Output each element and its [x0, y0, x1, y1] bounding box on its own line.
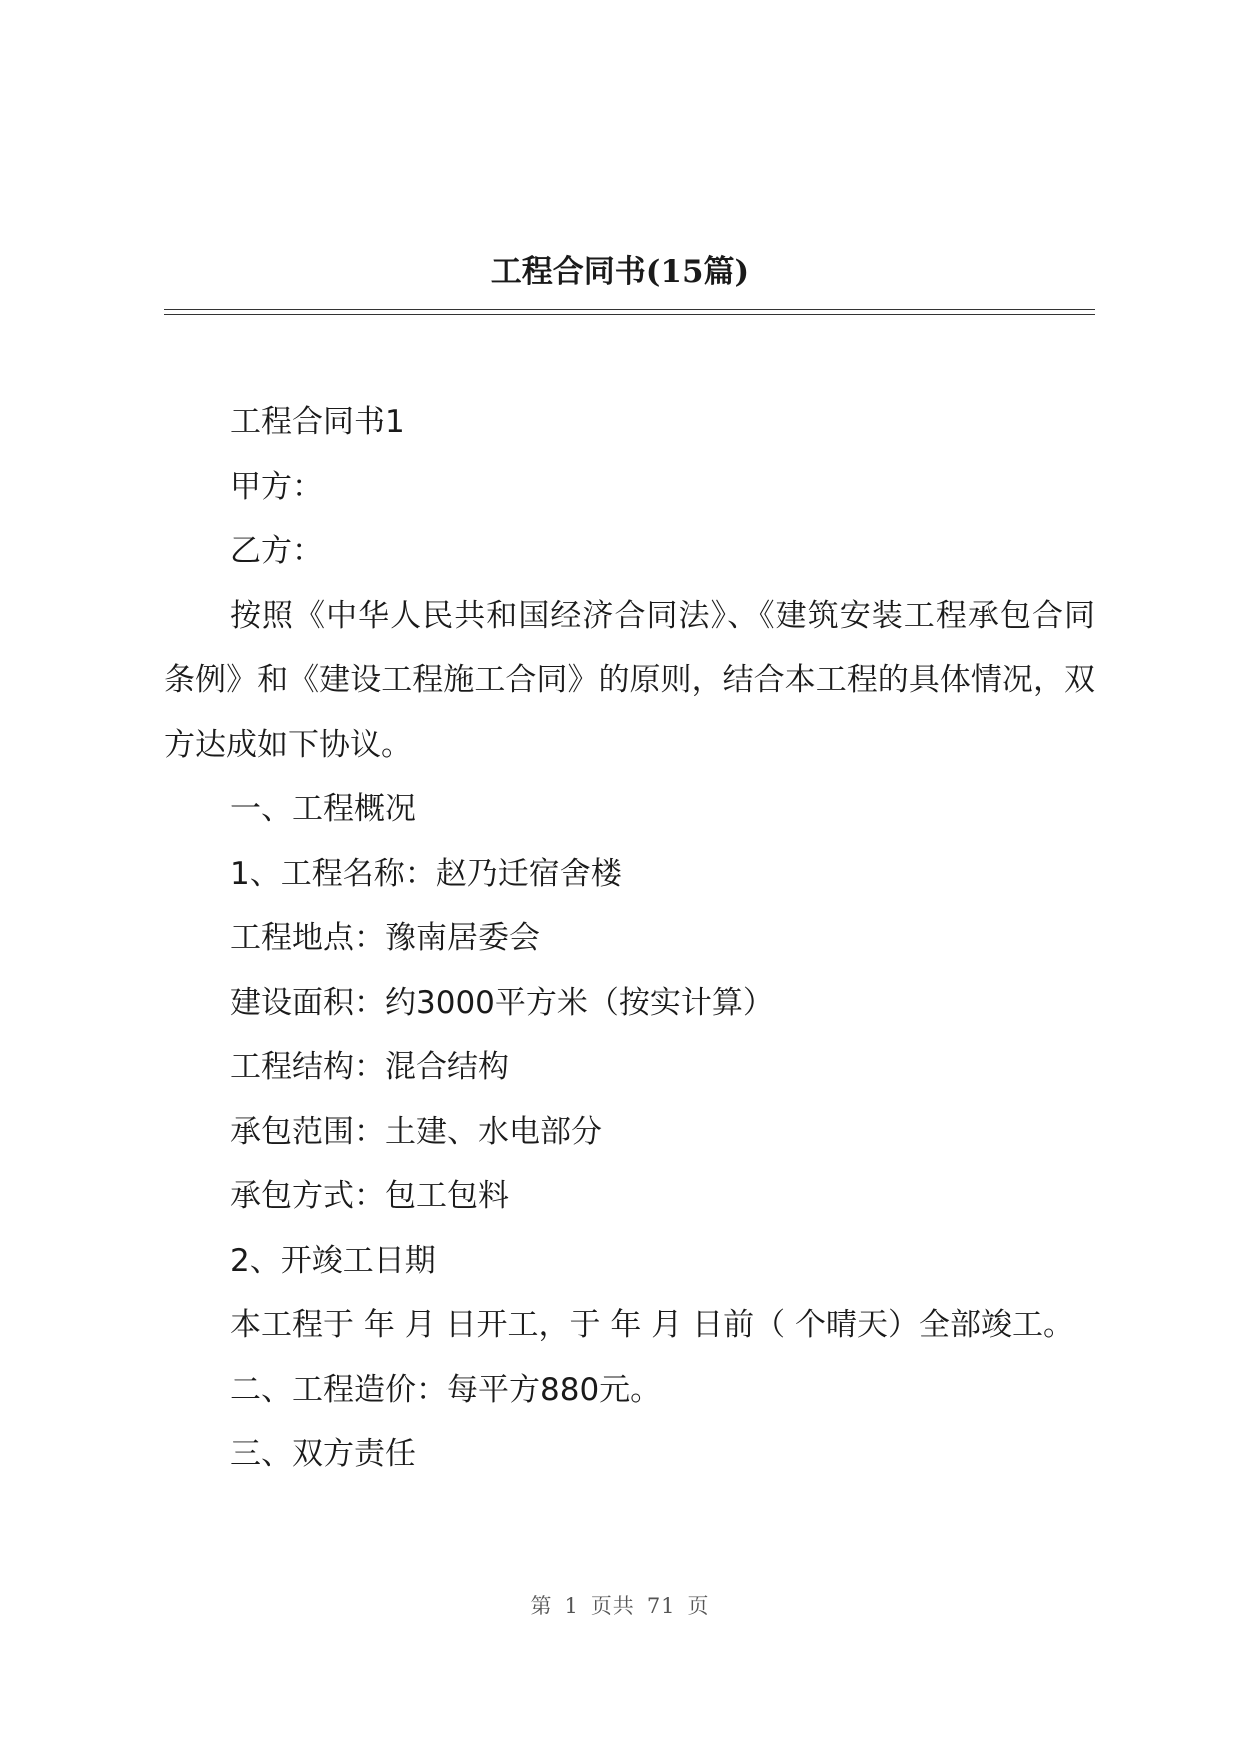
clause-heading: 一、工程概况	[230, 791, 416, 827]
title-divider-top	[164, 309, 1095, 310]
footer-suffix: 页	[687, 1594, 710, 1618]
current-page-number: 1	[564, 1594, 579, 1618]
total-pages-number: 71	[646, 1594, 676, 1618]
footer-middle: 页共	[590, 1594, 635, 1618]
clause-item: 承包范围：土建、水电部分	[230, 1113, 602, 1150]
document-body	[164, 390, 1095, 1487]
preamble-paragraph: 按照《中华人民共和国经济合同法》、《建筑安装工程承包合同条例》和《建设工程施工合同》的原则，结合本工程的具体情况，双方达成如下协议。	[164, 597, 1095, 763]
clause-heading: 二、工程造价：每平方880元。	[230, 1371, 662, 1408]
clause-item: 建设面积：约3000平方米（按实计算）	[230, 984, 774, 1021]
clause-item: 承包方式：包工包料	[230, 1178, 509, 1214]
clause-item: 1、工程名称：赵乃迁宿舍楼	[230, 855, 622, 892]
party-a-line: 甲方：	[230, 468, 323, 505]
title-divider-bottom	[164, 314, 1095, 315]
section-heading: 工程合同书1	[230, 404, 405, 440]
clause-item: 工程结构：混合结构	[230, 1049, 509, 1085]
clause-item: 本工程于 年 月 日开工，于 年 月 日前（ 个晴天）全部竣工。	[230, 1307, 1074, 1343]
clause-heading: 三、双方责任	[230, 1436, 416, 1472]
footer-prefix: 第	[530, 1594, 553, 1618]
page-footer	[0, 1590, 1240, 1620]
clause-item: 工程地点：豫南居委会	[230, 920, 540, 956]
party-b-line: 乙方：	[230, 533, 323, 569]
clause-item: 2、开竣工日期	[230, 1242, 436, 1279]
document-title: 工程合同书(15篇)	[490, 254, 750, 290]
